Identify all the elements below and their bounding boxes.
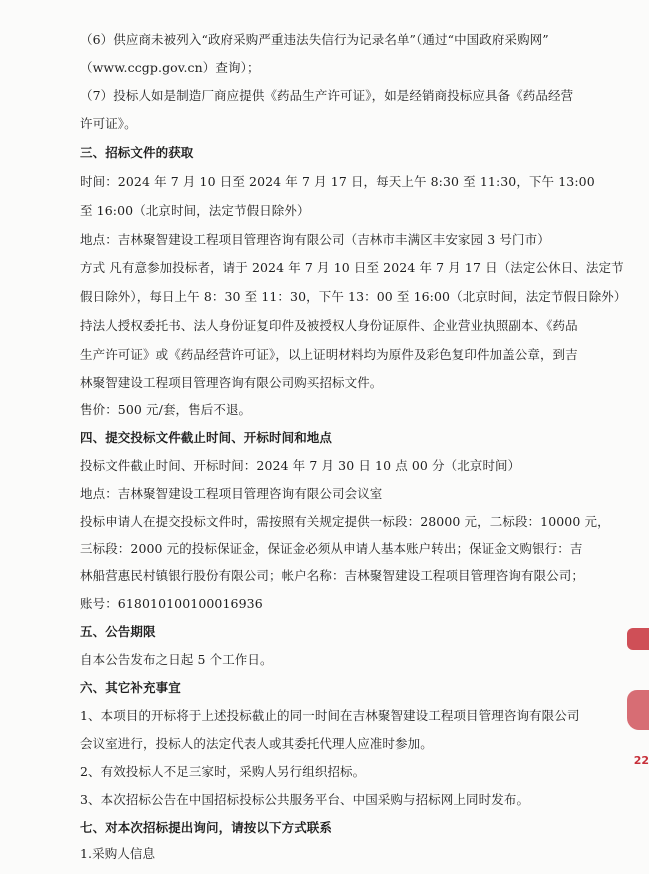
text-line: 地点：吉林聚智建设工程项目管理咨询有限公司会议室 xyxy=(80,486,383,501)
text-line: 持法人授权委托书、法人身份证复印件及被授权人身份证原件、企业营业执照副本、《药品 xyxy=(80,318,578,333)
text-line: 假日除外），每日上午 8：30 至 11：30，下午 13：00 至 16:00（北京时间，法定节假日除外） xyxy=(80,289,627,304)
text-line: （6）供应商未被列入“政府采购严重违法失信行为记录名单”（通过“中国政府采购网” xyxy=(80,32,549,47)
text-line: 林聚智建设工程项目管理咨询有限公司购买招标文件。 xyxy=(80,375,383,390)
red-seal-fragment xyxy=(627,628,649,650)
text-line: 许可证》。 xyxy=(80,116,137,131)
text-line: 时间：2024 年 7 月 10 日至 2024 年 7 月 17 日，每天上午 8:30 至 11:30，下午 13:00 xyxy=(80,174,595,189)
text-line: 1、本项目的开标将于上述投标截止的同一时间在吉林聚智建设工程项目管理咨询有限公司 xyxy=(80,708,580,723)
section-heading: 四、提交投标文件截止时间、开标时间和地点 xyxy=(80,430,333,445)
red-seal-fragment xyxy=(627,690,649,730)
text-line: 售价：500 元/套，售后不退。 xyxy=(80,402,252,417)
seal-edge-text: 22 xyxy=(633,754,649,767)
text-line: 投标申请人在提交投标文件时，需按照有关规定提供一标段：28000 元，二标段：10000 元， xyxy=(80,514,610,529)
text-line: （www.ccgp.gov.cn）查询）； xyxy=(80,60,260,75)
text-line: 三标段：2000 元的投标保证金，保证金必须从申请人基本账户转出；保证金文购银行：吉 xyxy=(80,541,583,556)
text-line: 投标文件截止时间、开标时间：2024 年 7 月 30 日 10 点 00 分（北京时间） xyxy=(80,458,521,473)
text-line: 林船营惠民村镇银行股份有限公司；帐户名称：吉林聚智建设工程项目管理咨询有限公司； xyxy=(80,568,585,583)
text-line: 1.采购人信息 xyxy=(80,846,156,861)
text-line: 3、本次招标公告在中国招标投标公共服务平台、中国采购与招标网上同时发布。 xyxy=(80,792,530,807)
section-heading: 五、公告期限 xyxy=(80,624,156,639)
text-line: 自本公告发布之日起 5 个工作日。 xyxy=(80,652,273,667)
text-line: 方式 凡有意参加投标者，请于 2024 年 7 月 10 日至 2024 年 7 月 17 日（法定公休日、法定节 xyxy=(80,260,624,275)
section-heading: 六、其它补充事宜 xyxy=(80,680,181,695)
text-line: 地点：吉林聚智建设工程项目管理咨询有限公司（吉林市丰满区丰安家园 3 号门市） xyxy=(80,232,550,247)
text-line: 账号：618010100100016936 xyxy=(80,596,263,611)
text-line: （7）投标人如是制造厂商应提供《药品生产许可证》，如是经销商投标应具备《药品经营 xyxy=(80,88,574,103)
text-line: 生产许可证》或《药品经营许可证》，以上证明材料均为原件及彩色复印件加盖公章，到吉 xyxy=(80,347,578,362)
section-heading: 七、对本次招标提出询问，请按以下方式联系 xyxy=(80,820,333,835)
text-line: 2、有效投标人不足三家时，采购人另行组织招标。 xyxy=(80,764,366,779)
section-heading: 三、招标文件的获取 xyxy=(80,145,194,160)
text-line: 至 16:00（北京时间，法定节假日除外） xyxy=(80,203,310,218)
text-line: 会议室进行，投标人的法定代表人或其委托代理人应准时参加。 xyxy=(80,736,433,751)
